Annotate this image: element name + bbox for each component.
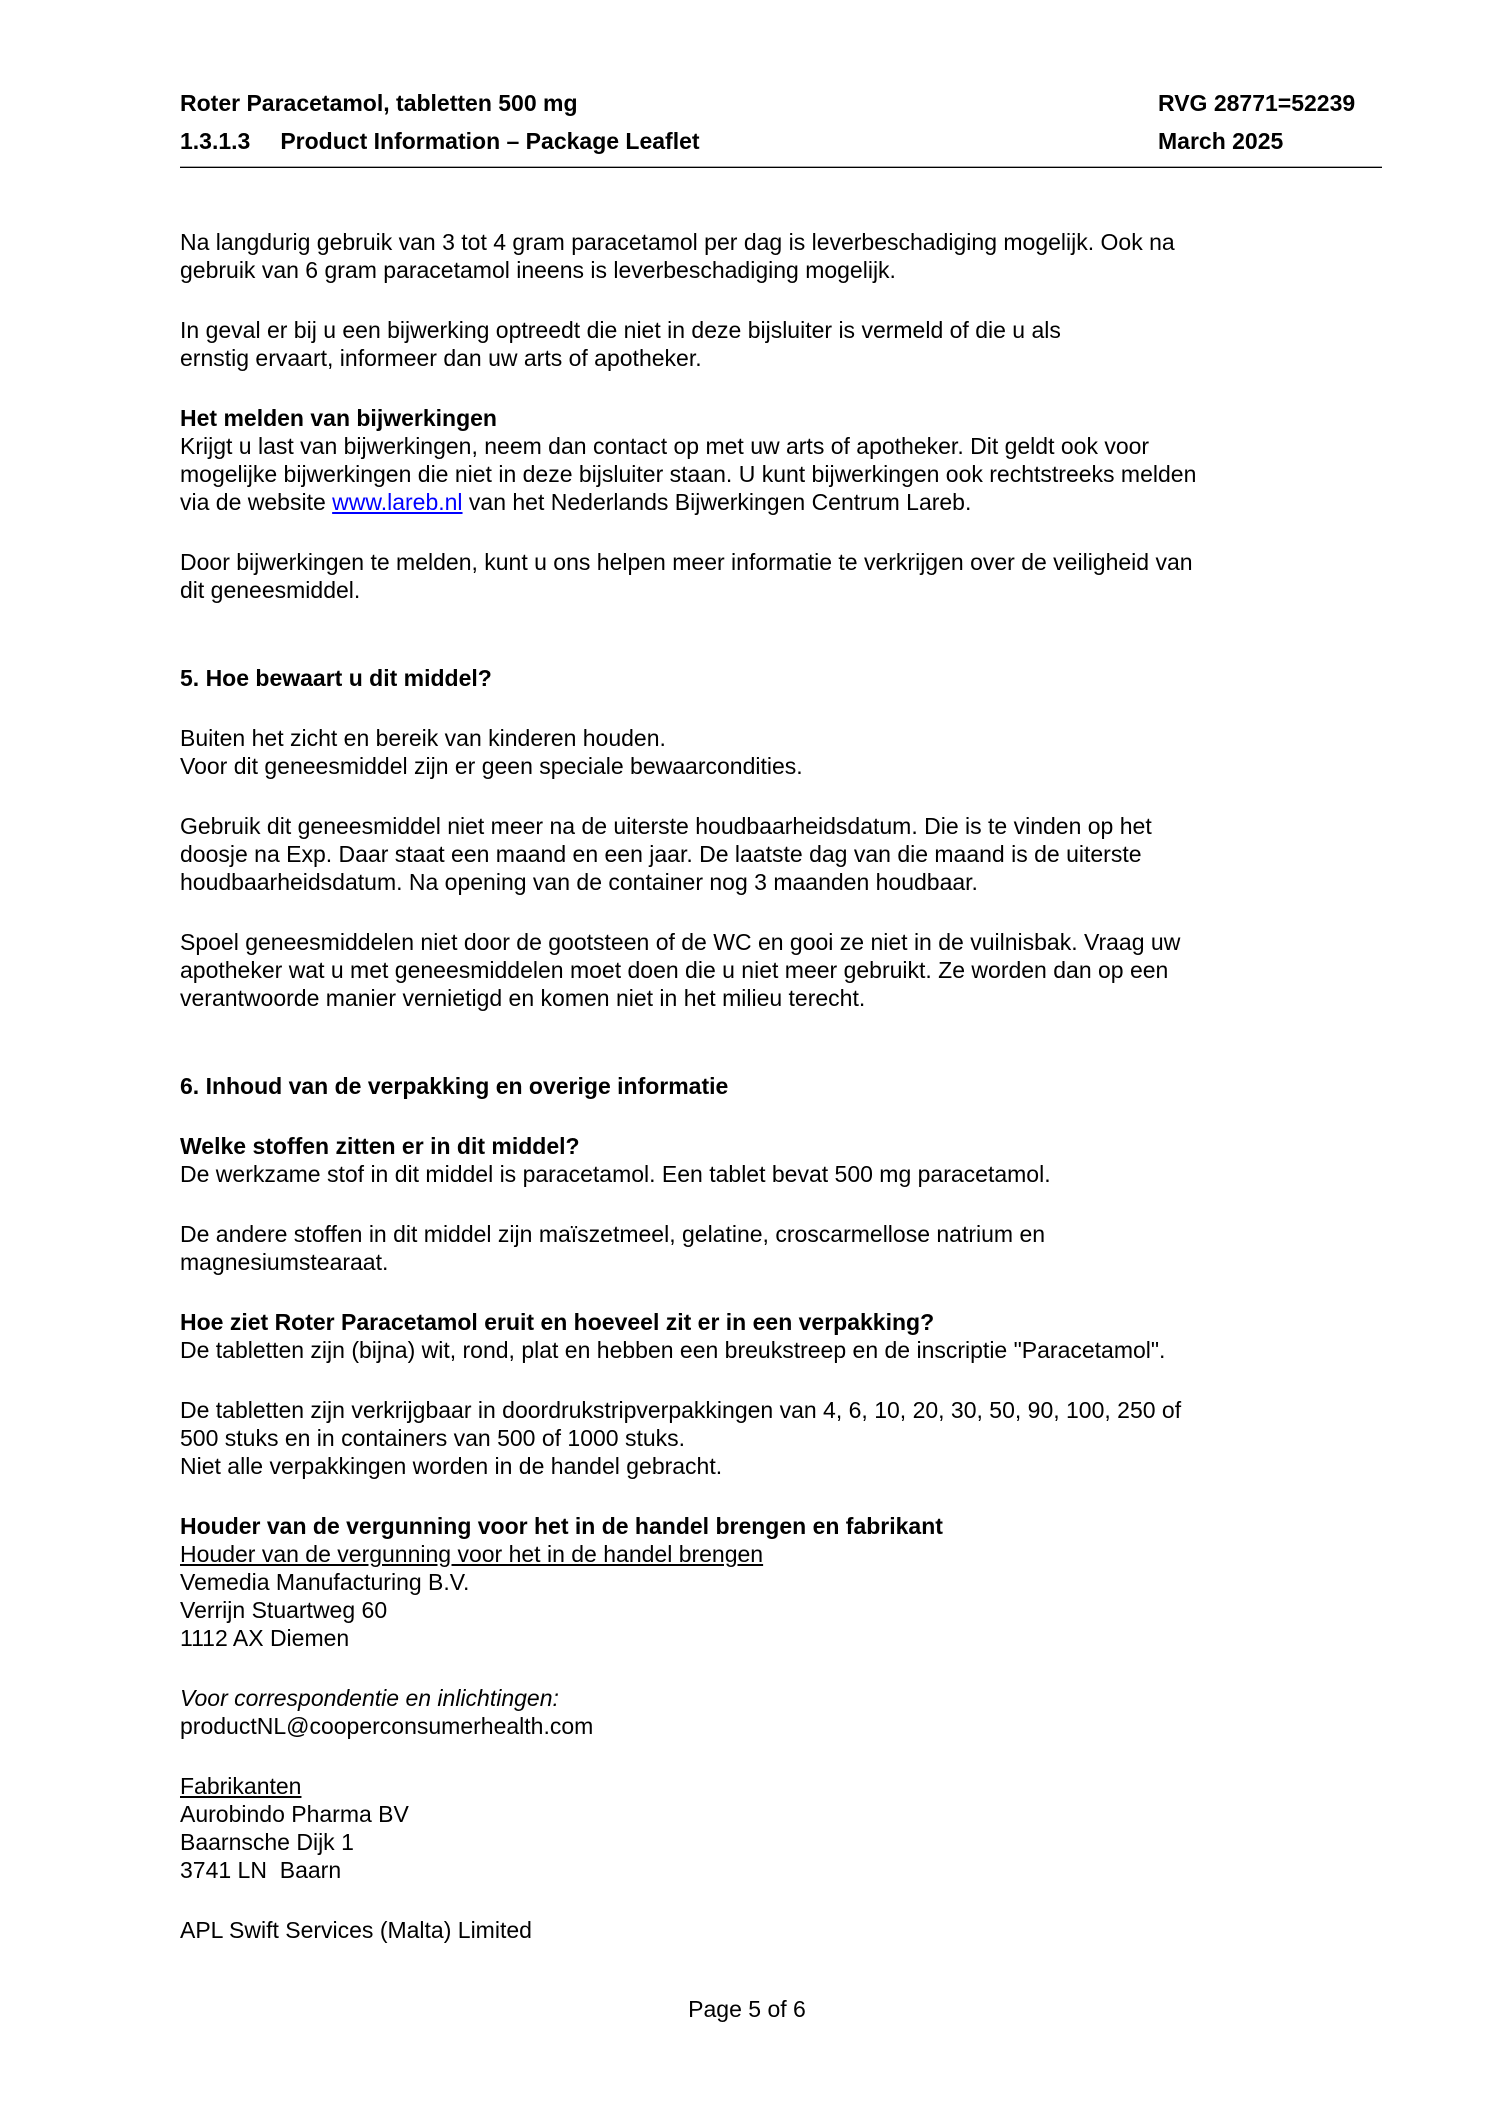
lareb-website-link[interactable]: www.lareb.nl bbox=[332, 489, 463, 515]
page-footer bbox=[0, 1995, 1494, 2023]
text-line: apotheker wat u met geneesmiddelen moet doen die u niet meer gebruikt. Ze worden dan op een bbox=[180, 957, 1169, 983]
header-rule bbox=[180, 166, 1382, 168]
para-substances bbox=[180, 1132, 1382, 1188]
text-line: verantwoorde manier vernietigd en komen niet in het milieu terecht. bbox=[180, 985, 866, 1011]
header-right-column bbox=[1158, 89, 1355, 155]
para-reporting-side-effects bbox=[180, 404, 1382, 516]
para-expiry bbox=[180, 812, 1382, 896]
doc-title: Product Information – Package Leaflet bbox=[280, 128, 700, 154]
heading-appearance: Hoe ziet Roter Paracetamol eruit en hoeveel zit er in een verpakking? bbox=[180, 1309, 935, 1335]
para-pack-sizes bbox=[180, 1396, 1382, 1480]
text-line: Gebruik dit geneesmiddel niet meer na de uiterste houdbaarheidsdatum. Die is te vinden op het bbox=[180, 813, 1152, 839]
text-line: Spoel geneesmiddelen niet door de gootsteen of de WC en gooi ze niet in de vuilnisbak. Vraag uw bbox=[180, 929, 1181, 955]
holder-address-name: Vemedia Manufacturing B.V. bbox=[180, 1569, 470, 1595]
text-line: Buiten het zicht en bereik van kinderen houden. bbox=[180, 725, 666, 751]
correspondence-label: Voor correspondentie en inlichtingen: bbox=[180, 1685, 559, 1711]
para-reporting-benefit bbox=[180, 548, 1382, 604]
para-marketing-holder bbox=[180, 1512, 1382, 1652]
text-line: magnesiumstearaat. bbox=[180, 1249, 389, 1275]
issue-date: March 2025 bbox=[1158, 128, 1284, 154]
text-line: ernstig ervaart, informeer dan uw arts of apotheker. bbox=[180, 345, 702, 371]
text-line: 500 stuks en in containers van 500 of 1000 stuks. bbox=[180, 1425, 686, 1451]
text-line: Door bijwerkingen te melden, kunt u ons helpen meer informatie te verkrijgen over de veiligheid van bbox=[180, 549, 1193, 575]
page-number: Page 5 of 6 bbox=[688, 1996, 806, 2022]
text-line: Na langdurig gebruik van 3 tot 4 gram paracetamol per dag is leverbeschadiging mogelijk. Ook na bbox=[180, 229, 1175, 255]
product-title: Roter Paracetamol, tabletten 500 mg bbox=[180, 90, 578, 116]
text-line: houdbaarheidsdatum. Na opening van de container nog 3 maanden houdbaar. bbox=[180, 869, 978, 895]
text-line: Krijgt u last van bijwerkingen, neem dan contact op met uw arts of apotheker. Dit geldt ook voor bbox=[180, 433, 1150, 459]
para-unlisted-side-effects bbox=[180, 316, 1382, 372]
text-line: De andere stoffen in dit middel zijn maïszetmeel, gelatine, croscarmellose natrium en bbox=[180, 1221, 1046, 1247]
heading-manufacturers: Fabrikanten bbox=[180, 1773, 302, 1799]
text-line: doosje na Exp. Daar staat een maand en een jaar. De laatste dag van die maand is de uiterste bbox=[180, 841, 1142, 867]
correspondence-email: productNL@cooperconsumerhealth.com bbox=[180, 1713, 594, 1739]
text-line: Niet alle verpakkingen worden in de handel gebracht. bbox=[180, 1453, 723, 1479]
text-line: mogelijke bijwerkingen die niet in deze bijsluiter staan. U kunt bijwerkingen ook rechtstreeks melden bbox=[180, 461, 1197, 487]
para-manufacturer-2 bbox=[180, 1916, 1382, 1944]
para-storage-conditions bbox=[180, 724, 1382, 780]
heading-reporting-side-effects: Het melden van bijwerkingen bbox=[180, 405, 497, 431]
document-header bbox=[180, 89, 1382, 155]
holder-address-city: 1112 AX Diemen bbox=[180, 1625, 350, 1651]
manufacturer1-street: Baarnsche Dijk 1 bbox=[180, 1829, 354, 1855]
link-suffix-text: van het Nederlands Bijwerkingen Centrum Lareb. bbox=[462, 489, 972, 515]
para-disposal bbox=[180, 928, 1382, 1012]
para-correspondence bbox=[180, 1684, 1382, 1740]
text-line: De werkzame stof in dit middel is paracetamol. Een tablet bevat 500 mg paracetamol. bbox=[180, 1161, 1051, 1187]
link-prefix-text: via de website bbox=[180, 489, 333, 515]
registration-number: RVG 28771=52239 bbox=[1158, 90, 1356, 116]
holder-address-street: Verrijn Stuartweg 60 bbox=[180, 1597, 388, 1623]
doc-section-number: 1.3.1.3 bbox=[180, 128, 251, 154]
manufacturer2-name: APL Swift Services (Malta) Limited bbox=[180, 1917, 532, 1943]
heading-substances: Welke stoffen zitten er in dit middel? bbox=[180, 1133, 580, 1159]
para-appearance bbox=[180, 1308, 1382, 1364]
para-manufacturers bbox=[180, 1772, 1382, 1884]
section-heading-text: 5. Hoe bewaart u dit middel? bbox=[180, 665, 492, 691]
subheading-marketing-holder: Houder van de vergunning voor het in de handel brengen bbox=[180, 1541, 764, 1567]
text-line: Voor dit geneesmiddel zijn er geen speciale bewaarcondities. bbox=[180, 753, 803, 779]
heading-section-6 bbox=[180, 1072, 1382, 1100]
manufacturer1-name: Aurobindo Pharma BV bbox=[180, 1801, 409, 1827]
heading-marketing-holder: Houder van de vergunning voor het in de handel brengen en fabrikant bbox=[180, 1513, 943, 1539]
heading-section-5 bbox=[180, 664, 1382, 692]
para-other-substances bbox=[180, 1220, 1382, 1276]
section-heading-text: 6. Inhoud van de verpakking en overige informatie bbox=[180, 1073, 729, 1099]
text-line: In geval er bij u een bijwerking optreedt die niet in deze bijsluiter is vermeld of die u als bbox=[180, 317, 1061, 343]
text-line: dit geneesmiddel. bbox=[180, 577, 361, 603]
para-liver-warning bbox=[180, 228, 1382, 284]
text-line: De tabletten zijn verkrijgbaar in doordrukstripverpakkingen van 4, 6, 10, 20, 30, 50, 90, 100, 250 of bbox=[180, 1397, 1182, 1423]
text-line-with-link bbox=[180, 488, 1382, 516]
text-line: gebruik van 6 gram paracetamol ineens is leverbeschadiging mogelijk. bbox=[180, 257, 896, 283]
page-content bbox=[180, 89, 1382, 1944]
manufacturer1-city: 3741 LN Baarn bbox=[180, 1857, 342, 1883]
text-line: De tabletten zijn (bijna) wit, rond, plat en hebben een breukstreep en de inscriptie "Paracetamol". bbox=[180, 1337, 1166, 1363]
